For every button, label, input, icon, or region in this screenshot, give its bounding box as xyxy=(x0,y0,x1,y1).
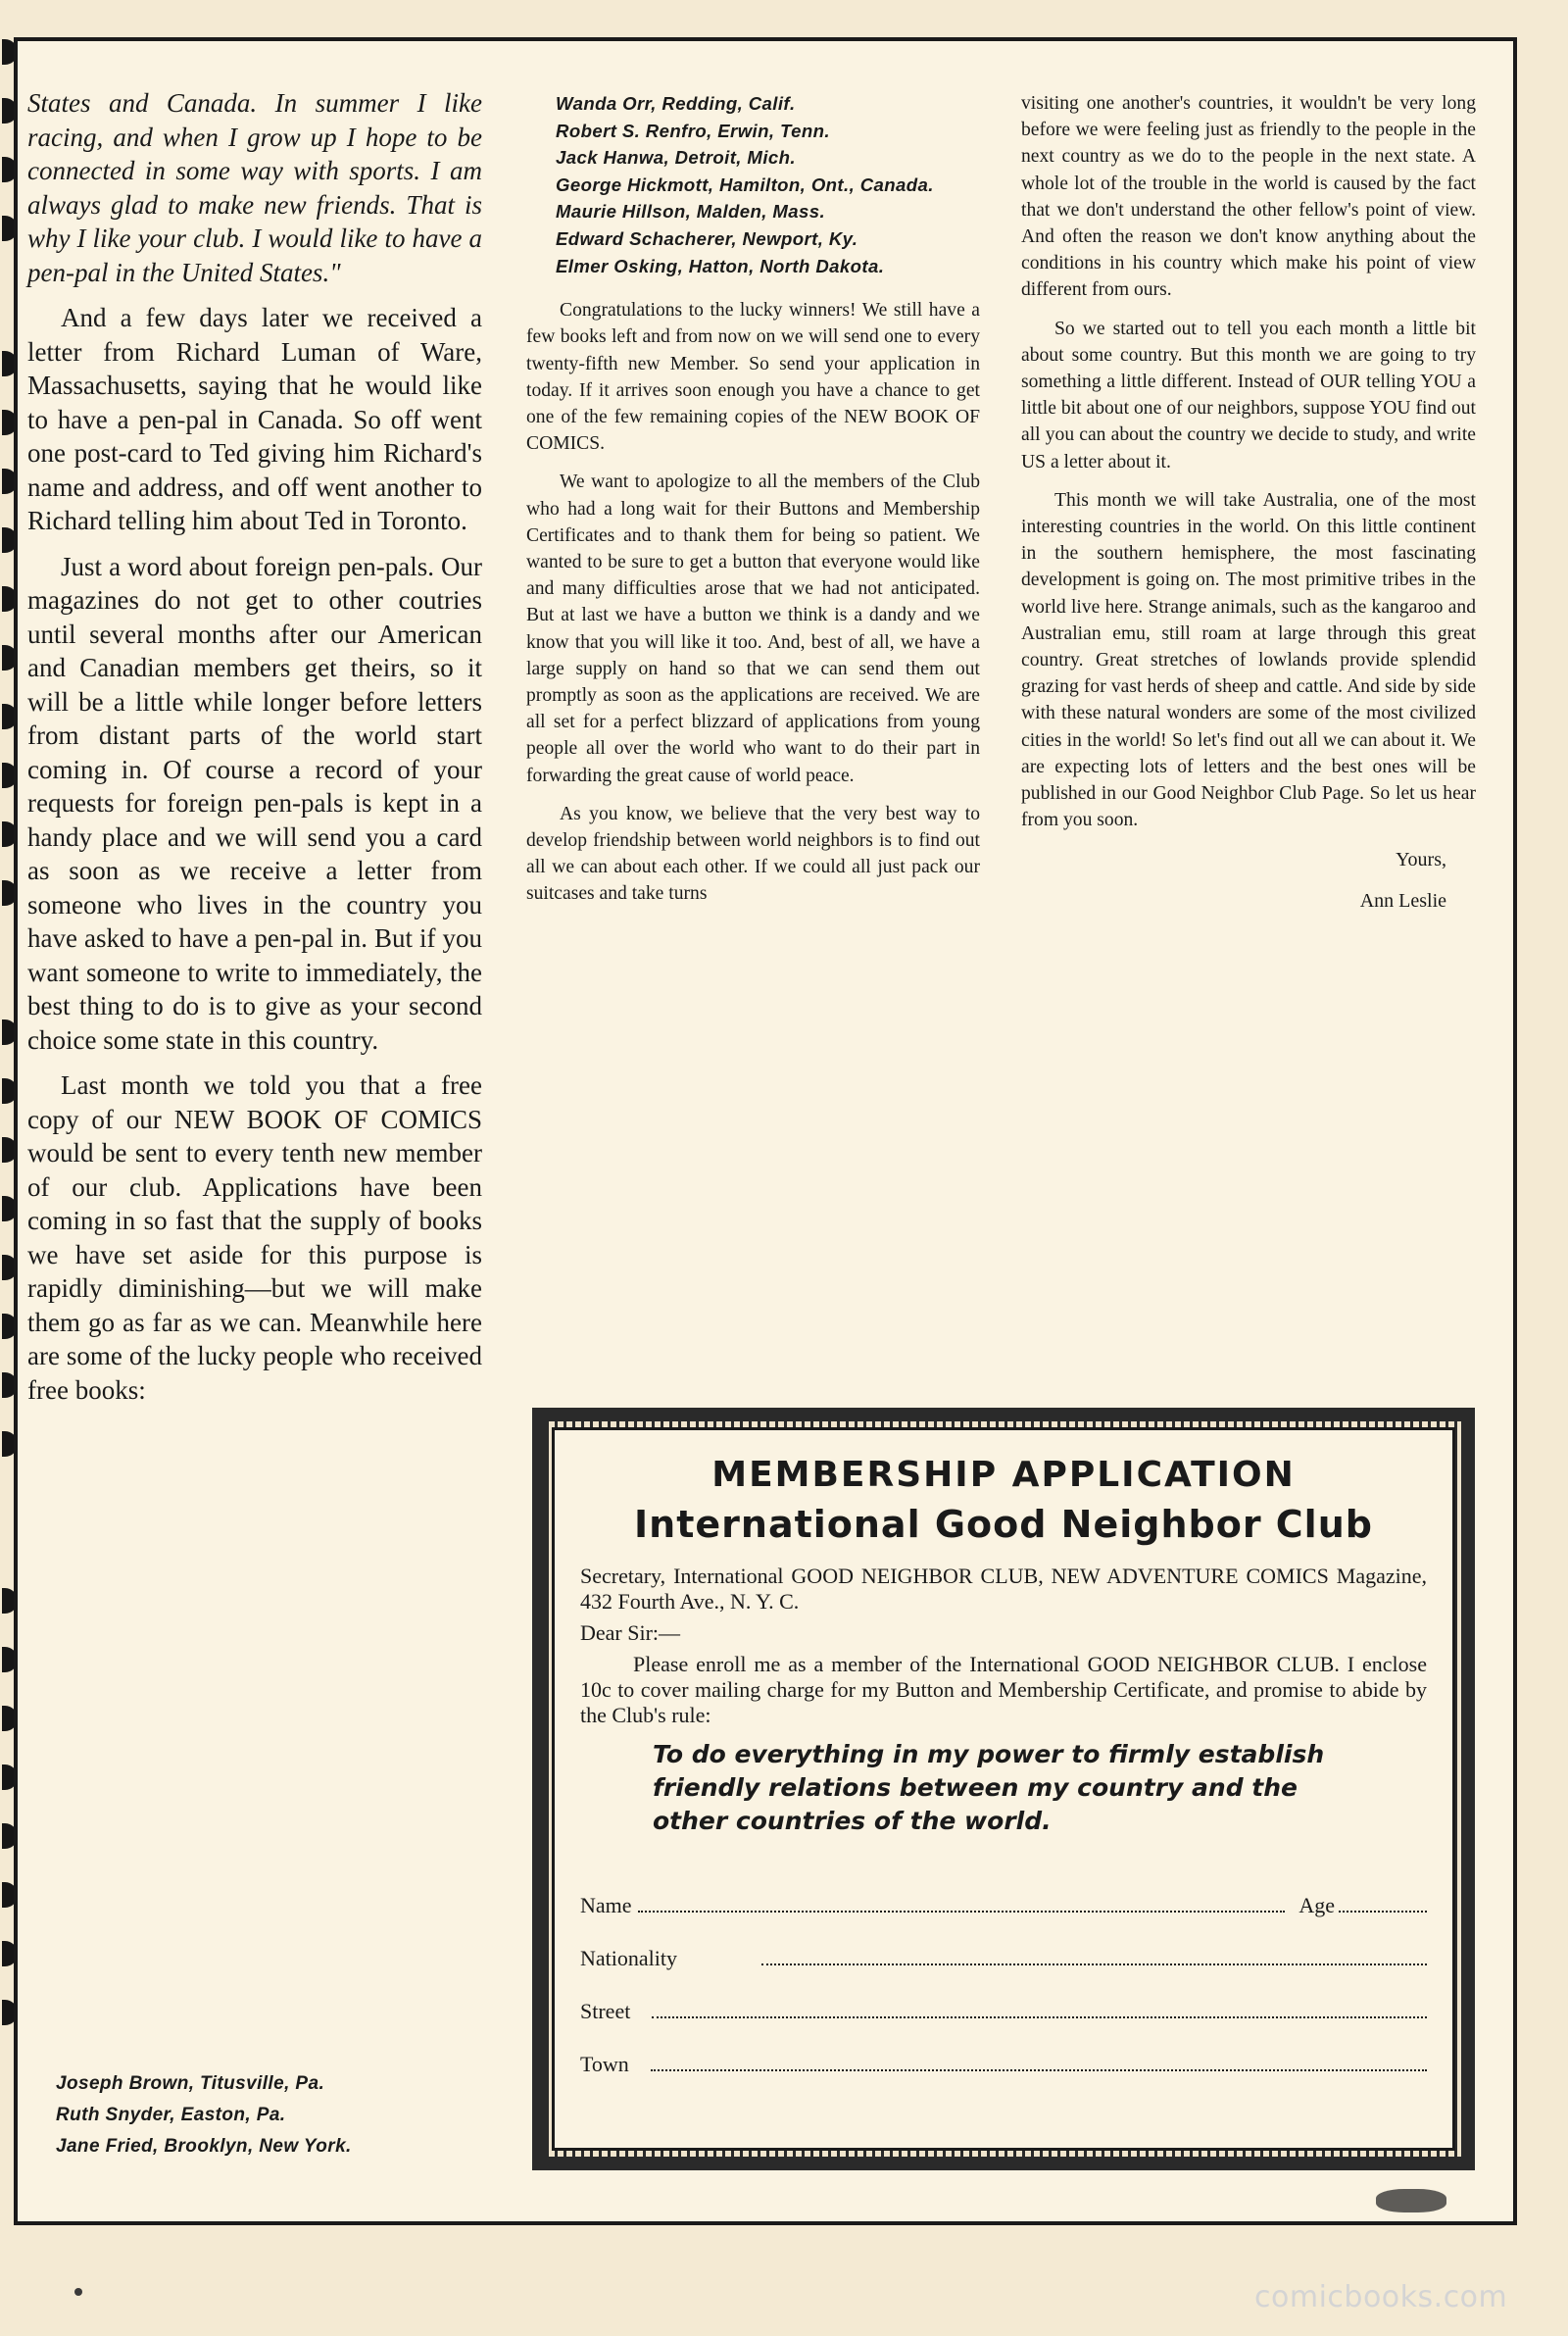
article-paragraph: This month we will take Australia, one of the most interesting countries in the world. On this little continent in the southern hemisphere, the most fascinating development is going on. The most primitive tribes in the world live here. Strange animals, such as the kangaroo and Australian emu, still roam at large through this great country. Great stretches of lowlands provide splendid grazing for vast herds of sheep and cattle. And side by side with these natural wonders are some of the most civilized cities in the world! So let's find out all we can about it. We are expecting lots of letters and the best ones will be published in our Good Neighbor Club Page. So let us hear from you soon. xyxy=(1021,489,1476,831)
column-middle xyxy=(526,90,980,919)
age-label: Age xyxy=(1298,1893,1335,1917)
signature: Ann Leslie xyxy=(1359,890,1446,913)
winner-item: Robert S. Renfro, Erwin, Tenn. xyxy=(556,120,830,141)
nationality-row xyxy=(580,1918,1427,1971)
town-field[interactable] xyxy=(651,2069,1427,2071)
membership-application-form xyxy=(532,1408,1475,2170)
closing: Yours, xyxy=(1396,849,1446,871)
application-subtitle: International Good Neighbor Club xyxy=(634,1503,1373,1546)
watermark: comicbooks.com xyxy=(1254,2280,1508,2314)
name-age-row xyxy=(580,1865,1427,1918)
article-paragraph: We want to apologize to all the members of the Club who had a long wait for their Buttons and Membership Certificates and to thank them for being so patient. We wanted to be sure to get a button that everyone would like and many difficulties arose that we had not anticipated. But at last we have a button we think is a dandy and we know that you will like it too. And, best of all, we have a large supply on hand so that we can send them out promptly as soon as the applications are received. We are all set for a perfect blizzard of applications from young people all over the world who want to do their part in forwarding the great cause of world peace. xyxy=(526,472,980,786)
street-label: Street xyxy=(580,1999,631,2023)
town-label: Town xyxy=(580,2052,629,2076)
nationality-label: Nationality xyxy=(580,1946,677,1970)
intro-quote: States and Canada. In summer I like racing, and when I grow up I hope to be connected in some way with sports. I am always glad to make new friends. That is why I like your club. I would like to have a pen-pal in the United States." xyxy=(27,88,482,287)
winner-item: Elmer Osking, Hatton, North Dakota. xyxy=(556,255,885,276)
page-number-smudge xyxy=(1376,2189,1446,2212)
article-paragraph: As you know, we believe that the very best way to develop friendship between world neighbors is to find out all we can about each other. If we could all just pack our suitcases and take turns xyxy=(526,803,980,905)
winner-item: George Hickmott, Hamilton, Ont., Canada. xyxy=(556,174,934,195)
winner-item: Wanda Orr, Redding, Calif. xyxy=(556,93,796,114)
article-paragraph: Last month we told you that a free copy of our NEW BOOK OF COMICS would be sent to every tenth new member of our club. Applications have been coming in so fast that the supply of books we have set aside for this purpose is rapidly diminishing—but we will make them go as far as we can. Meanwhile here are some of the lucky people who received free books: xyxy=(27,1070,482,1405)
column-left xyxy=(27,86,482,1418)
application-body: Please enroll me as a member of the International GOOD NEIGHBOR CLUB. I enclose 10c to cover mailing charge for my Button and Membership Certificate, and promise to abide by the Club's rule: xyxy=(580,1652,1427,1727)
winners-list-middle xyxy=(526,90,980,279)
application-title: MEMBERSHIP APPLICATION xyxy=(711,1455,1296,1495)
club-rule: To do everything in my power to firmly establish friendly relations between my country and the other countries of the world. xyxy=(653,1740,1325,1835)
street-field[interactable] xyxy=(652,2016,1427,2018)
article-paragraph: Just a word about foreign pen-pals. Our magazines do not get to other coutries until several months after our American and Canadian members get theirs, so it will be a little while longer before letters from distant parts of the world start coming in. Of course a record of your requests for foreign pen-pals is kept in a handy place and we will send you a card as soon as we receive a letter from someone who lives in the country you have asked to have a pen-pal in. But if you want someone to write to immediately, the best thing to do is to give as your second choice some state in this country. xyxy=(27,551,482,1055)
name-field[interactable] xyxy=(638,1911,1286,1913)
winner-item: Maurie Hillson, Malden, Mass. xyxy=(556,201,826,223)
winner-item: Ruth Snyder, Easton, Pa. xyxy=(56,2105,286,2125)
nationality-field[interactable] xyxy=(761,1963,1427,1965)
winners-list-left xyxy=(56,2068,507,2162)
winner-item: Joseph Brown, Titusville, Pa. xyxy=(56,2073,325,2094)
article-paragraph: visiting one another's countries, it wouldn't be very long before we were feeling just as friendly to the people in the next country as we do to the people in the next state. A whole lot of the trouble in the world is caused by the fact that we don't understand the other fellow's point of view. And often the reason we don't know anything about the conditions in his country which make his point of view different from ours. xyxy=(1021,93,1476,301)
article-paragraph: So we started out to tell you each month a little bit about some country. But this month we are going to try something a little different. Instead of OUR telling YOU a little bit about one of our neighbors, suppose YOU find out all you can about the country we decide to study, and write US a letter about it. xyxy=(1021,318,1476,472)
article-paragraph: And a few days later we received a letter from Richard Luman of Ware, Massachusetts, saying that he would like to have a pen-pal in Canada. So off went one post-card to Ted giving him Richard's name and address, and off went another to Richard telling him about Ted in Toronto. xyxy=(27,303,482,535)
article-paragraph: Congratulations to the lucky winners! We still have a few books left and from now on we will send one to every twenty-fifth new Member. So send your application in today. If it arrives soon enough you have a chance to get one of the few remaining copies of the NEW BOOK OF COMICS. xyxy=(526,300,980,455)
age-field[interactable] xyxy=(1339,1911,1427,1913)
winner-item: Edward Schacherer, Newport, Ky. xyxy=(556,227,858,249)
street-row xyxy=(580,1971,1427,2024)
winner-item: Jack Hanwa, Detroit, Mich. xyxy=(556,147,796,169)
column-right xyxy=(1021,90,1476,927)
name-label: Name xyxy=(580,1893,632,1917)
paper-mark xyxy=(74,2288,82,2296)
application-address: Secretary, International GOOD NEIGHBOR CLUB, NEW ADVENTURE COMICS Magazine, 432 Fourth Ave., N. Y. C. xyxy=(580,1564,1427,1614)
application-inner xyxy=(552,1427,1455,2151)
winner-item: Jane Fried, Brooklyn, New York. xyxy=(56,2136,352,2157)
application-salutation: Dear Sir:— xyxy=(580,1620,681,1645)
town-row xyxy=(580,2024,1427,2077)
